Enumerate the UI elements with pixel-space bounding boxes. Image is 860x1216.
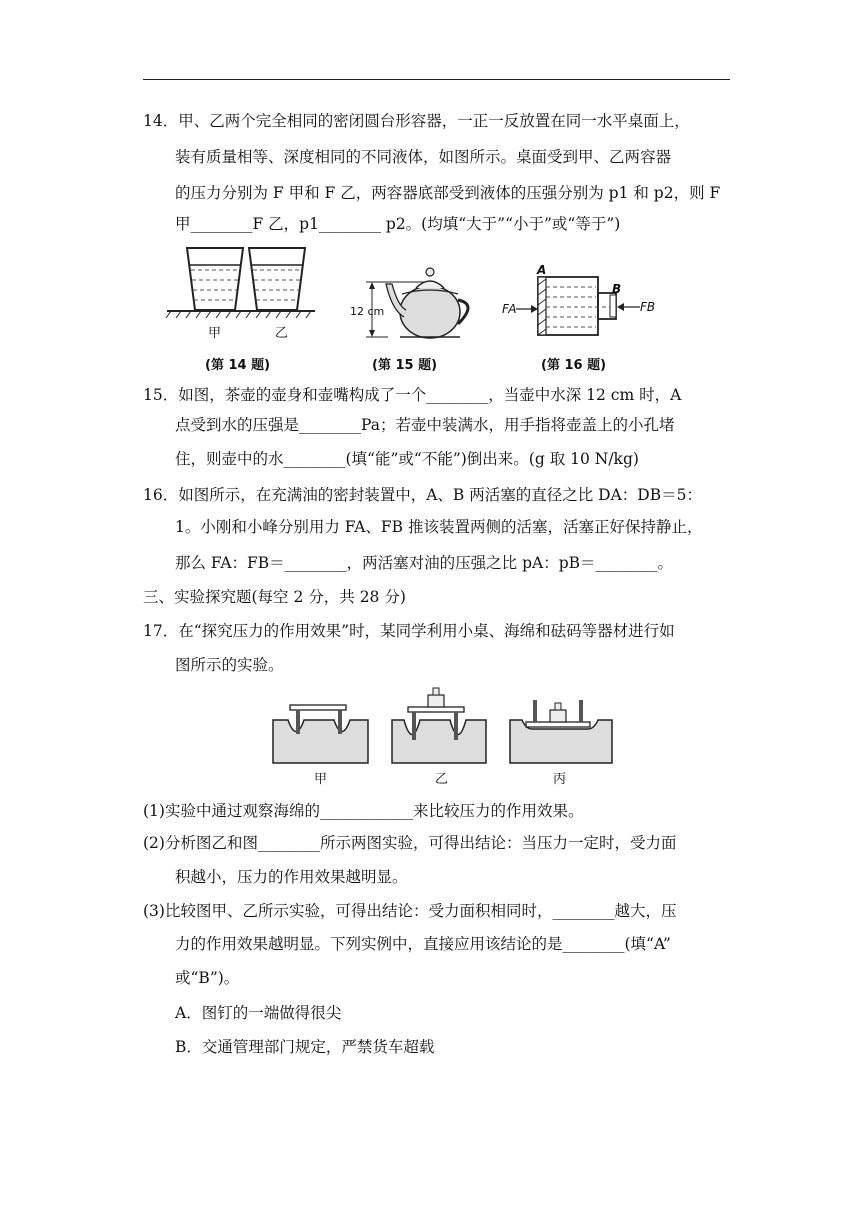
fig17-label-yi: 乙: [435, 772, 449, 787]
fig16-label-B: B: [612, 282, 622, 296]
figure-14-containers: [165, 240, 317, 320]
top-rule: [143, 79, 730, 80]
q17-part2-line1: (2)分析图乙和图________所示两图实验，可得出结论：当压力一定时，受力面: [143, 834, 677, 852]
q14-line3: 的压力分别为 F 甲和 F 乙，两容器底部受到液体的压强分别为 p1 和 p2，则 F: [175, 184, 721, 202]
q17-line1: 17．在“探究压力的作用效果”时，某同学利用小桌、海绵和砝码等器材进行如: [143, 622, 675, 640]
q14-line4: 甲________F 乙，p1________ p2。(均填“大于”“小于”或“等于”): [175, 215, 621, 233]
fig14-label-jia: 甲: [208, 326, 222, 341]
figure-16-hydraulic: [500, 265, 660, 345]
q17-part3-line1: (3)比较图甲、乙所示实验，可得出结论：受力面积相同时，________越大，压: [143, 902, 677, 920]
figure-17-sponges: [270, 685, 615, 765]
q15-line1: 15．如图，茶壶的壶身和壶嘴构成了一个________，当壶中水深 12 cm 时，A: [143, 386, 682, 404]
fig17-label-bing: 丙: [553, 772, 567, 787]
q17-part2-line2: 积越小，压力的作用效果越明显。: [175, 868, 408, 886]
q15-line2: 点受到水的压强是________Pa；若壶中装满水，用手指将壶盖上的小孔堵: [175, 416, 675, 434]
fig15-label-12cm: 12 cm: [350, 305, 385, 318]
fig15-caption: (第 15 题): [372, 358, 438, 373]
fig17-label-jia: 甲: [314, 772, 328, 787]
q14-line2: 装有质量相等、深度相同的不同液体，如图所示。桌面受到甲、乙两容器: [175, 148, 672, 166]
fig16-caption: (第 16 题): [541, 358, 607, 373]
fig16-label-FA: FA: [502, 302, 517, 316]
q17-line2: 图所示的实验。: [175, 656, 284, 674]
fig14-label-yi: 乙: [275, 326, 289, 341]
q16-line2: 1。小刚和小峰分别用力 FA、FB 推该装置两侧的活塞，活塞正好保持静止，: [175, 518, 703, 536]
q16-line1: 16．如图所示，在充满油的密封装置中，A、B 两活塞的直径之比 DA：DB＝5：: [143, 486, 702, 504]
q14-line1: 14．甲、乙两个完全相同的密闭圆台形容器，一正一反放置在同一水平桌面上，: [143, 112, 690, 130]
fig16-label-A: A: [537, 263, 547, 277]
q16-line3: 那么 FA：FB＝________，两活塞对油的压强之比 pA：pB＝________。: [175, 554, 674, 572]
fig14-caption: (第 14 题): [205, 358, 271, 373]
q17-option-a: A．图钉的一端做得很尖: [175, 1004, 342, 1022]
section-3-heading: 三、实验探究题(每空 2 分，共 28 分): [143, 588, 406, 606]
q15-line3: 住，则壶中的水________(填“能”或“不能”)倒出来。(g 取 10 N/kg): [175, 450, 639, 468]
fig16-label-FB: FB: [640, 300, 656, 314]
q17-part1: (1)实验中通过观察海绵的____________来比较压力的作用效果。: [143, 802, 584, 820]
q17-part3-line3: 或“B”)。: [175, 969, 240, 987]
q17-part3-line2: 力的作用效果越明显。下列实例中，直接应用该结论的是________(填“A”: [175, 935, 671, 953]
q17-option-b: B．交通管理部门规定，严禁货车超载: [175, 1038, 435, 1056]
